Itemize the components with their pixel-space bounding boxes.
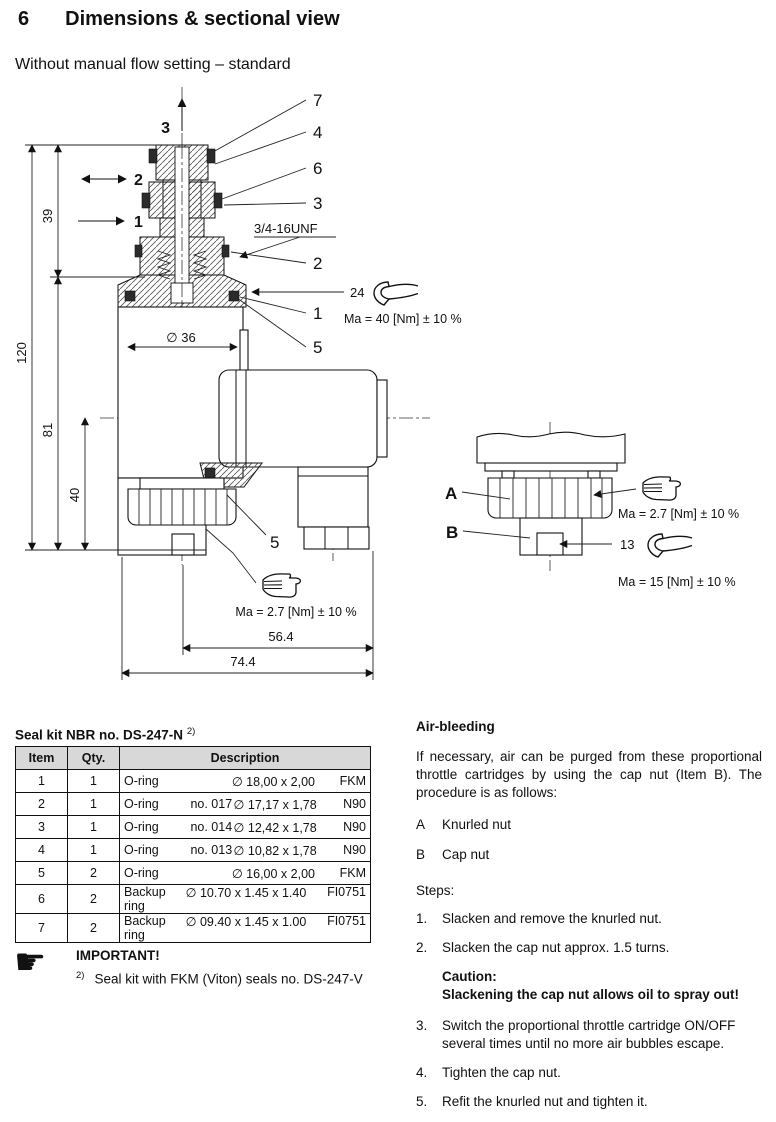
step-item <box>416 939 762 957</box>
table-row <box>16 839 371 862</box>
pointing-hand-icon: ☛ <box>14 941 47 982</box>
wrench-icon <box>374 282 418 305</box>
footnote-ref: 2) <box>76 970 85 981</box>
cell-material: FKM <box>339 865 366 880</box>
hand-tighten-icon <box>263 574 300 597</box>
cell-name: Backup ring <box>124 885 166 913</box>
caution-text: Slackening the cap nut allows oil to spray out! <box>442 987 740 1002</box>
section-number: 6 <box>18 8 30 30</box>
table-row <box>16 914 371 943</box>
item-label: Cap nut <box>442 847 490 862</box>
list-item <box>416 846 762 864</box>
footnote-text: Seal kit with FKM (Viton) seals no. DS-247-V <box>94 971 363 987</box>
air-bleeding-intro: If necessary, air can be purged from these proportional throttle cartridges by using the cap nut (Item B). The procedure is as follows: <box>416 749 762 800</box>
cell-no <box>189 866 231 881</box>
step-number: 5. <box>416 1094 428 1109</box>
cell-size: ∅ 16,00 x 2,00 <box>231 866 315 881</box>
callout-5-lower: 5 <box>270 533 280 552</box>
cell-size: ∅ 17,17 x 1,78 <box>233 797 317 812</box>
table-row <box>16 816 371 839</box>
dim-dia36: ∅ 36 <box>166 330 196 345</box>
caution-block <box>442 968 762 1004</box>
cell-name: O-ring <box>124 796 159 811</box>
cell-no: no. 017 <box>190 796 233 811</box>
cell-material: N90 <box>343 819 366 834</box>
part-key-list <box>416 816 762 864</box>
cap-nut-section <box>304 527 369 549</box>
cell-qty: 1 <box>68 793 120 816</box>
table-row <box>16 862 371 885</box>
wrench-size-24: 24 <box>350 285 365 300</box>
cell-qty: 1 <box>68 816 120 839</box>
page-title: Dimensions & sectional view <box>65 8 340 30</box>
step-number: 3. <box>416 1018 428 1033</box>
step-text: Switch the proportional throttle cartridge ON/OFF several times until no more air bubbles escape. <box>442 1018 736 1051</box>
cell-name: Backup ring <box>124 914 166 942</box>
o-ring-2-left <box>135 245 142 257</box>
cell-item: 5 <box>16 862 68 885</box>
table-row <box>16 793 371 816</box>
important-title: IMPORTANT! <box>76 948 160 963</box>
o-ring-2-right <box>222 245 229 257</box>
dim-74-4: 74.4 <box>230 654 256 669</box>
cell-qty: 1 <box>68 770 120 793</box>
wrench-size-13: 13 <box>620 537 635 552</box>
dim-56-4: 56.4 <box>268 629 294 644</box>
caution-title: Caution: <box>442 969 497 984</box>
cell-no <box>189 774 231 789</box>
callout-2: 2 <box>313 254 323 273</box>
callout-1: 1 <box>313 304 323 323</box>
cell-material: N90 <box>343 796 366 811</box>
knurled-nut-section <box>128 489 236 525</box>
variant-subtitle: Without manual flow setting – standard <box>15 56 291 73</box>
thread-label: 3/4-16UNF <box>254 221 318 236</box>
knurled-nut-detail <box>488 478 612 518</box>
item-key: A <box>416 817 426 832</box>
step-text: Refit the knurled nut and tighten it. <box>442 1094 648 1109</box>
step-text: Slacken the cap nut approx. 1.5 turns. <box>442 940 670 955</box>
cell-size: ∅ 12,42 x 1,78 <box>233 820 317 835</box>
o-ring-3 <box>214 193 222 208</box>
dim-39: 39 <box>40 208 55 224</box>
cell-name: O-ring <box>124 819 159 834</box>
dim-81: 81 <box>40 422 55 438</box>
cell-material: FKM <box>339 773 366 788</box>
step-item <box>416 1064 762 1082</box>
table-header-row <box>16 747 371 770</box>
cell-qty: 2 <box>68 914 120 943</box>
callout-3: 3 <box>313 194 323 213</box>
air-bleeding-section <box>416 718 762 1122</box>
col-header-item: Item <box>16 747 68 770</box>
dim-40: 40 <box>67 487 82 503</box>
torque-15-label: Ma = 15 [Nm] ± 10 % <box>618 575 736 589</box>
steps-title: Steps: <box>416 883 455 898</box>
air-bleeding-title: Air-bleeding <box>416 719 495 734</box>
label-A: A <box>445 484 458 503</box>
step-number: 2. <box>416 940 428 955</box>
seal-kit-title-text: Seal kit NBR no. DS-247-N <box>15 727 184 743</box>
callout-5: 5 <box>313 338 323 357</box>
port-arrows <box>78 172 143 231</box>
step-item <box>416 1017 762 1053</box>
torque-40-label: Ma = 40 [Nm] ± 10 % <box>344 312 462 326</box>
dim-120: 120 <box>14 342 29 364</box>
cell-item: 3 <box>16 816 68 839</box>
step-text: Tighten the cap nut. <box>442 1065 561 1080</box>
cell-material: FI0751 <box>327 914 366 928</box>
cell-no: no. 013 <box>190 842 233 857</box>
cell-qty: 2 <box>68 885 120 914</box>
list-item <box>416 816 762 834</box>
torque-27-right-label: Ma = 2.7 [Nm] ± 10 % <box>618 507 740 521</box>
step-item <box>416 1093 762 1111</box>
step-number: 1. <box>416 911 428 926</box>
cell-item: 2 <box>16 793 68 816</box>
torque-27-main-label: Ma = 2.7 [Nm] ± 10 % <box>235 605 357 619</box>
o-ring-5-left <box>125 291 135 301</box>
cell-size: ∅ 18,00 x 2,00 <box>231 774 315 789</box>
page-header <box>18 8 340 31</box>
callout-7: 7 <box>313 91 323 110</box>
item-label: Knurled nut <box>442 817 512 832</box>
port-label-1: 1 <box>134 214 143 231</box>
port-label-2: 2 <box>134 172 143 189</box>
o-ring-5-right <box>229 291 239 301</box>
hand-tighten-icon-detail <box>643 477 680 500</box>
cell-item: 6 <box>16 885 68 914</box>
item-key: B <box>416 847 426 862</box>
seal-kit-title <box>15 726 195 743</box>
seal-kit-table <box>15 746 371 943</box>
cell-name: O-ring <box>124 773 159 788</box>
step-item <box>416 910 762 928</box>
cell-name: O-ring <box>124 865 159 880</box>
cell-size: ∅ 10.70 x 1.45 x 1.40 <box>185 886 307 900</box>
label-B: B <box>446 523 459 542</box>
cell-item: 1 <box>16 770 68 793</box>
cartridge-section <box>100 87 430 565</box>
seal-kit-title-footnote-ref: 2) <box>186 726 196 737</box>
o-ring-6 <box>142 193 150 208</box>
callout-6: 6 <box>313 159 323 178</box>
o-ring-7 <box>149 149 157 163</box>
callout-4: 4 <box>313 123 323 142</box>
cell-qty: 2 <box>68 862 120 885</box>
table-row <box>16 770 371 793</box>
nut-detail-figure <box>445 422 739 589</box>
cell-size: ∅ 10,82 x 1,78 <box>233 843 317 858</box>
col-header-description: Description <box>120 747 371 770</box>
port-label-3: 3 <box>161 120 170 137</box>
cell-no: no. 014 <box>190 819 233 834</box>
col-header-qty: Qty. <box>68 747 120 770</box>
cell-material: FI0751 <box>327 885 366 899</box>
cell-material: N90 <box>343 842 366 857</box>
cell-size: ∅ 09.40 x 1.45 x 1.00 <box>185 915 307 929</box>
step-number: 4. <box>416 1065 428 1080</box>
valve-body-detail <box>477 432 625 463</box>
cell-item: 7 <box>16 914 68 943</box>
cell-qty: 1 <box>68 839 120 862</box>
wrench-icon-detail <box>648 534 692 557</box>
cell-name: O-ring <box>124 842 159 857</box>
cell-item: 4 <box>16 839 68 862</box>
table-row <box>16 885 371 914</box>
important-footnote <box>76 970 363 987</box>
step-text: Slacken and remove the knurled nut. <box>442 911 662 926</box>
sectional-drawing <box>0 85 776 707</box>
